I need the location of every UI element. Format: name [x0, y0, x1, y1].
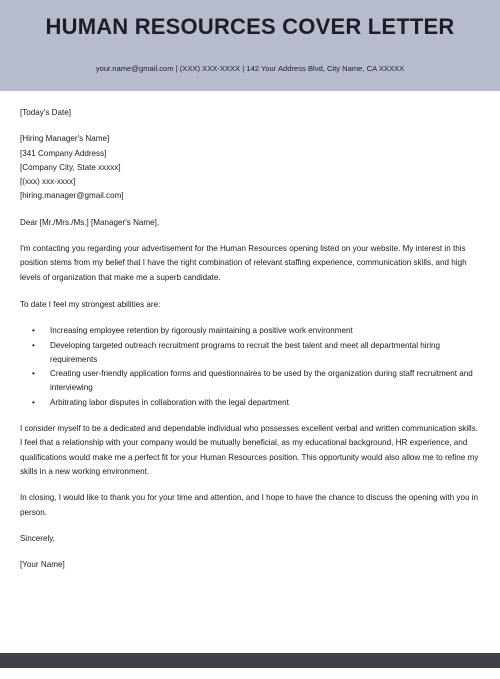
- bullet-icon: •: [32, 369, 35, 379]
- list-item: [20, 324, 482, 338]
- list-item-text: Creating user-friendly application forms and questionnaires to be used by the organization during staff recruitment and interviewing: [50, 369, 473, 393]
- list-item-text: Developing targeted outreach recruitment programs to recruit the best talent and meet all departmental hiring requirements: [50, 340, 441, 364]
- header-band: [0, 0, 500, 91]
- letter-body: [20, 106, 482, 572]
- recipient-email: [hiring.manager@gmail.com]: [20, 191, 124, 201]
- contact-line: your.name@gmail.com | (XXX) XXX-XXXX | 142 Your Address Blvd, City Name, CA XXXXX: [95, 64, 405, 73]
- page-title: HUMAN RESOURCES COVER LETTER: [45, 14, 455, 39]
- intro-paragraph: I'm contacting you regarding your advertisement for the Human Resources opening listed on your website. My interest in this position stems from my belief that I have the right combination of relevant staffing experience, communication skills, and high levels of organization that make me a superb candidate.: [20, 244, 467, 282]
- bullet-icon: •: [32, 397, 35, 407]
- footer-margin: [0, 668, 500, 679]
- list-item-text: Increasing employee retention by rigorously maintaining a positive work environment: [50, 326, 353, 336]
- list-item-text: Arbitrating labor disputes in collaboration with the legal department: [50, 397, 289, 407]
- letter-date: [Today's Date]: [20, 108, 72, 117]
- bullet-icon: •: [32, 326, 35, 336]
- abilities-lead: To date I feel my strongest abilities are:: [20, 299, 161, 309]
- salutation: Dear [Mr./Mrs./Ms.] [Manager's Name],: [20, 217, 160, 227]
- recipient-city: [Company City, State xxxxx]: [20, 162, 121, 172]
- list-item: [20, 339, 482, 368]
- list-item: [20, 396, 482, 410]
- list-item: [20, 367, 482, 396]
- abilities-list: [20, 324, 482, 410]
- sign-off: Sincerely,: [20, 533, 55, 543]
- recipient-block: [20, 132, 482, 203]
- signature: [Your Name]: [20, 560, 65, 570]
- recipient-name: [Hiring Manager's Name]: [20, 134, 110, 144]
- recipient-address: [341 Company Address]: [20, 148, 107, 158]
- recipient-phone: [(xxx) xxx-xxxx]: [20, 177, 76, 187]
- bullet-icon: •: [32, 340, 35, 350]
- footer-band: [0, 653, 500, 668]
- closing-paragraph: In closing, I would like to thank you for your time and attention, and I hope to have the chance to discuss the opening with you in person.: [20, 493, 479, 517]
- body-paragraph: I consider myself to be a dedicated and dependable individual who possesses excellent verbal and written communication skills. I feel that a relationship with your company would be mutually beneficial, as my educational background, HR experience, and qualifications would make me a perfect fit for your Human Resources position. This opportunity would also allow me to refine my skills in a new working environment.: [20, 424, 479, 476]
